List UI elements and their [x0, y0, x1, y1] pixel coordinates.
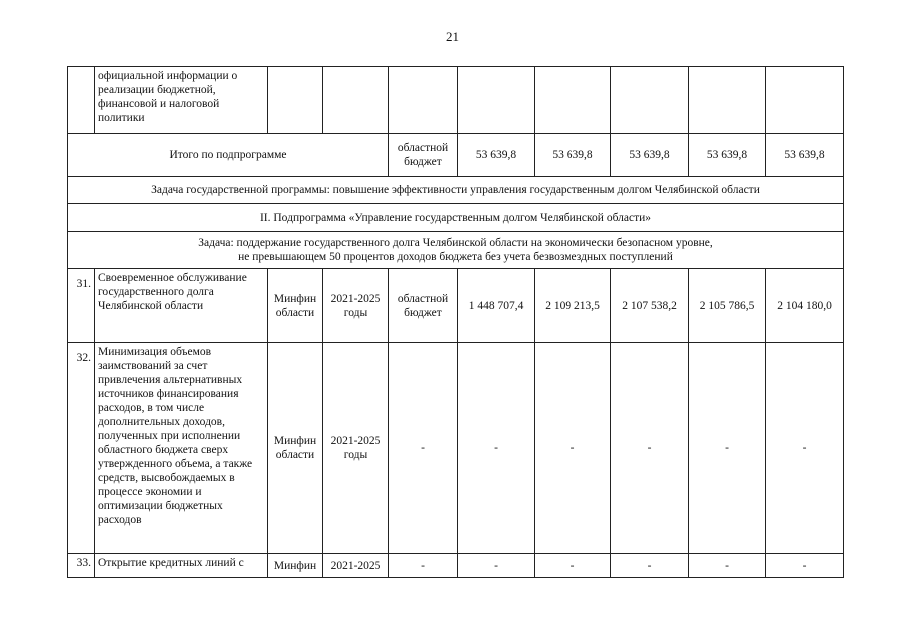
table-row	[68, 343, 844, 554]
program-task-text: Задача государственной программы: повышение эффективности управления государственным долгом Челябинской области	[68, 177, 844, 204]
table-row	[68, 269, 844, 343]
subprogram-total-row	[68, 134, 844, 177]
row-number-cell: 32.	[68, 343, 95, 554]
source-cell: областной бюджет	[389, 269, 458, 343]
activity-name-cell: Открытие кредитных линий с	[95, 554, 268, 578]
value-cell	[689, 67, 766, 134]
source-cell: областной бюджет	[389, 134, 458, 177]
activity-name-cell: официальной информации о реализации бюджетной, финансовой и налоговой политики	[95, 67, 268, 134]
subprogram-title-row	[68, 204, 844, 232]
value-cell: 2 104 180,0	[766, 269, 844, 343]
source-cell	[389, 67, 458, 134]
value-cell: -	[535, 554, 611, 578]
value-cell: 53 639,8	[689, 134, 766, 177]
value-cell	[611, 67, 689, 134]
period-cell: 2021-2025 годы	[323, 269, 389, 343]
row-number-cell: 31.	[68, 269, 95, 343]
value-cell: -	[611, 554, 689, 578]
value-cell: -	[458, 554, 535, 578]
value-cell: -	[535, 343, 611, 554]
period-cell: 2021-2025	[323, 554, 389, 578]
value-cell: 53 639,8	[535, 134, 611, 177]
activity-name-cell: Своевременное обслуживание государственного долга Челябинской области	[95, 269, 268, 343]
subprogram-task-line: не превышающем 50 процентов доходов бюджета без учета безвозмездных поступлений	[238, 251, 673, 263]
value-cell: -	[689, 554, 766, 578]
value-cell: -	[611, 343, 689, 554]
row-number-cell: 33.	[68, 554, 95, 578]
subprogram-task-row	[68, 232, 844, 269]
value-cell: 53 639,8	[611, 134, 689, 177]
period-cell: 2021-2025 годы	[323, 343, 389, 554]
value-cell	[766, 67, 844, 134]
subprogram-task-text	[68, 232, 844, 269]
executor-cell	[268, 67, 323, 134]
value-cell	[535, 67, 611, 134]
value-cell: -	[766, 343, 844, 554]
subprogram-title: II. Подпрограмма «Управление государственным долгом Челябинской области»	[68, 204, 844, 232]
value-cell	[458, 67, 535, 134]
value-cell: -	[766, 554, 844, 578]
value-cell: 53 639,8	[458, 134, 535, 177]
budget-table	[67, 66, 844, 578]
executor-cell: Минфин области	[268, 343, 323, 554]
value-cell: 2 107 538,2	[611, 269, 689, 343]
executor-cell: Минфин	[268, 554, 323, 578]
executor-cell: Минфин области	[268, 269, 323, 343]
table-row	[68, 554, 844, 578]
table-row	[68, 67, 844, 134]
value-cell: -	[458, 343, 535, 554]
period-cell	[323, 67, 389, 134]
total-label: Итого по подпрограмме	[68, 134, 389, 177]
program-task-row	[68, 177, 844, 204]
value-cell: 1 448 707,4	[458, 269, 535, 343]
value-cell: 53 639,8	[766, 134, 844, 177]
page-number: 21	[446, 29, 459, 44]
value-cell: -	[689, 343, 766, 554]
activity-name-cell: Минимизация объемов заимствований за счет привлечения альтернативных источников финансирования расходов, в том числе дополнительных доходов, полученных при исполнении областного бюджета сверх утвержденного объема, а также средств, высвобождаемых в процессе экономии и оптимизации бюджетных расходов	[95, 343, 268, 554]
source-cell: -	[389, 554, 458, 578]
source-cell: -	[389, 343, 458, 554]
value-cell: 2 105 786,5	[689, 269, 766, 343]
value-cell: 2 109 213,5	[535, 269, 611, 343]
subprogram-task-line: Задача: поддержание государственного долга Челябинской области на экономически безопасном уровне,	[198, 237, 713, 249]
row-number-cell	[68, 67, 95, 134]
